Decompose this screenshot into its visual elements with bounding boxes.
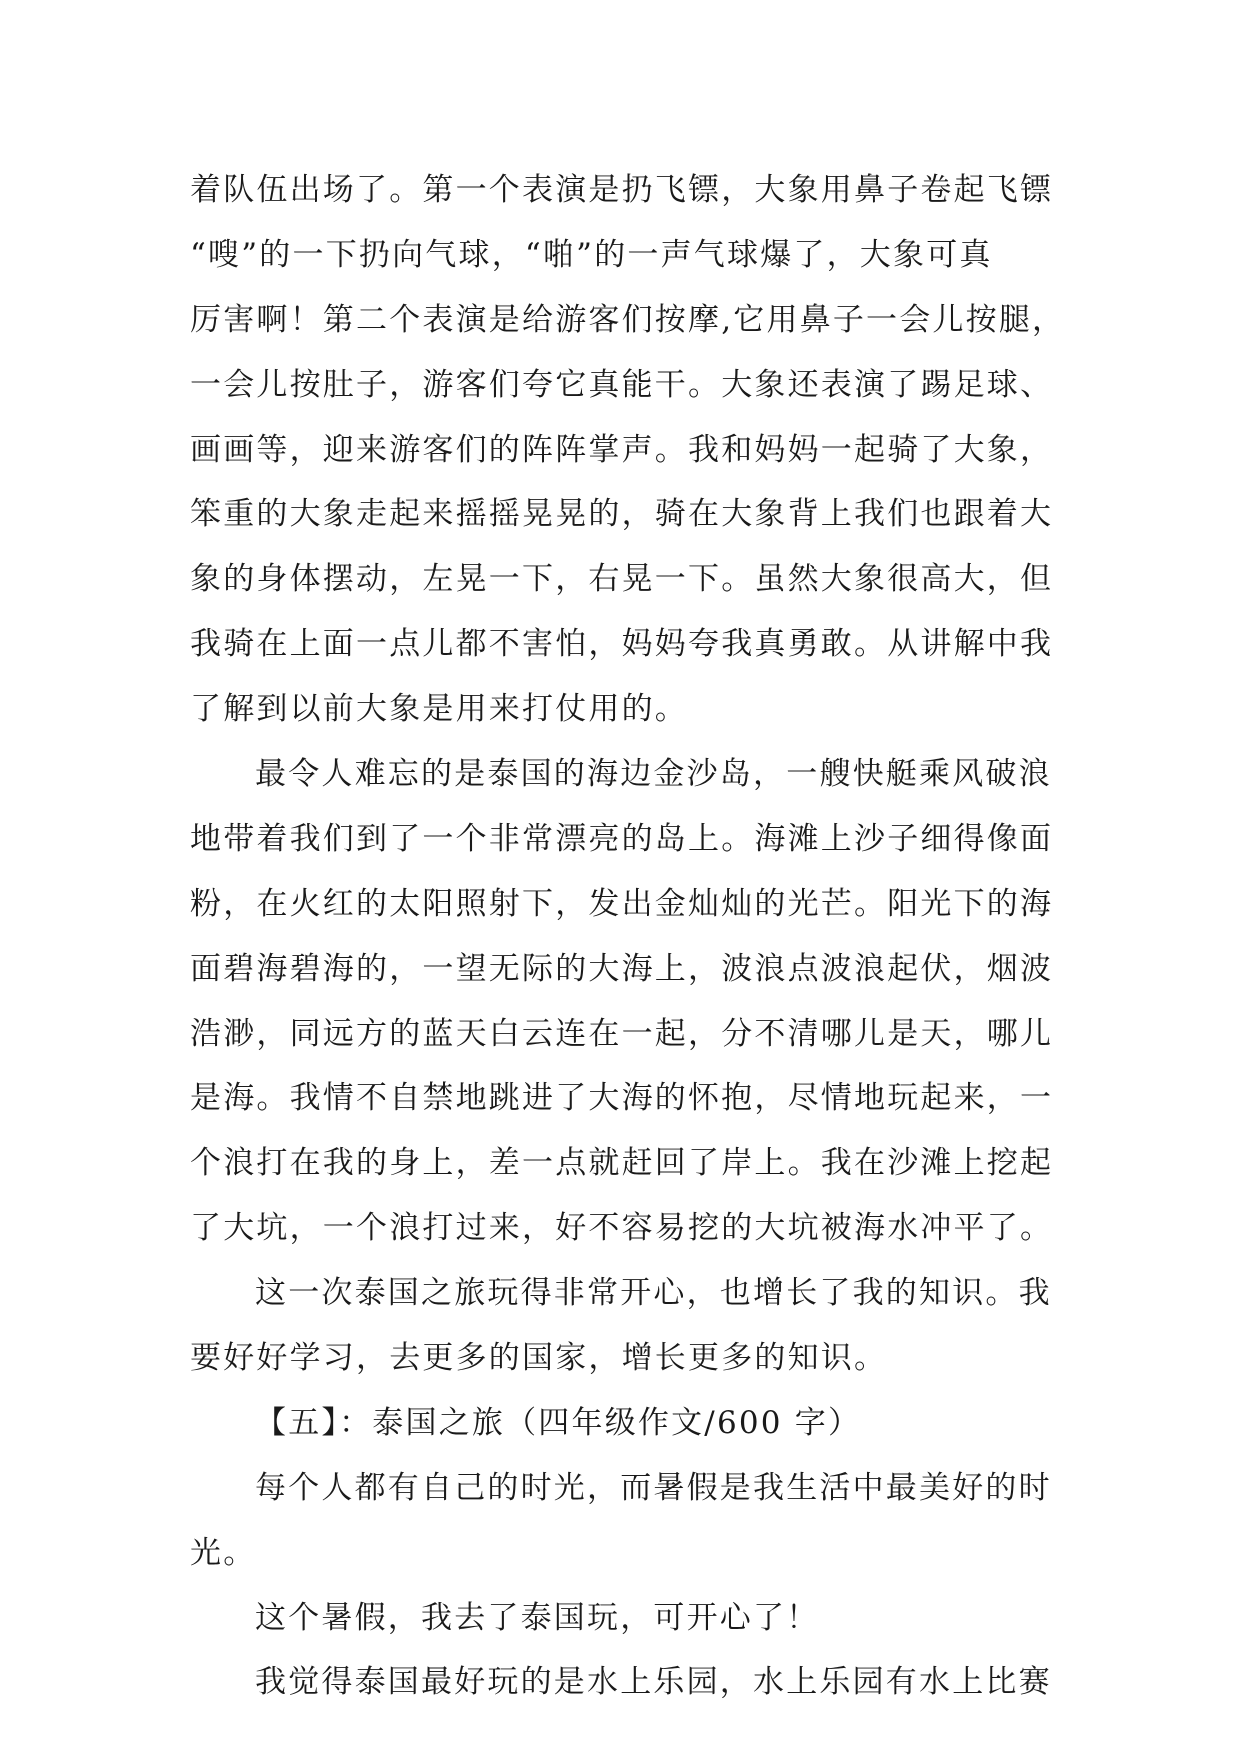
text-line: 是海。我情不自禁地跳进了大海的怀抱，尽情地玩起来，一	[190, 1080, 1054, 1117]
text-line: 着队伍出场了。第一个表演是扔飞镖，大象用鼻子卷起飞镖	[190, 172, 1054, 208]
paragraph-start-line: 最令人难忘的是泰国的海边金沙岛，一艘快艇乘风破浪	[255, 756, 1052, 793]
text-line: 要好好学习，去更多的国家，增长更多的知识。	[190, 1340, 888, 1377]
text-line: 光。	[190, 1534, 257, 1571]
essay-text	[190, 158, 1090, 1715]
text-line: 浩渺，同远方的蓝天白云连在一起，分不清哪儿是天，哪儿	[190, 1015, 1054, 1052]
text-line: 地带着我们到了一个非常漂亮的岛上。海滩上沙子细得像面	[190, 820, 1054, 857]
text-line: 象的身体摆动，左晃一下，右晃一下。虽然大象很高大，但	[190, 561, 1054, 598]
text-line: 厉害啊！第二个表演是给游客们按摩,它用鼻子一会儿按腿，	[190, 301, 1066, 338]
text-line: 个浪打在我的身上，差一点就赶回了岸上。我在沙滩上挖起	[190, 1145, 1054, 1182]
text-line: 一会儿按肚子，游客们夸它真能干。大象还表演了踢足球、	[190, 366, 1054, 403]
text-line: “嗖”的一下扔向气球，“啪”的一声气球爆了，大象可真	[190, 236, 993, 273]
text-line: 我骑在上面一点儿都不害怕，妈妈夸我真勇敢。从讲解中我	[190, 626, 1054, 663]
paragraph-start-line: 这一次泰国之旅玩得非常开心，也增长了我的知识。我	[255, 1275, 1052, 1312]
section-heading: 【五】：泰国之旅（四年级作文/600 字）	[255, 1404, 862, 1441]
text-line: 面碧海碧海的，一望无际的大海上，波浪点波浪起伏，烟波	[190, 950, 1054, 987]
text-line: 笨重的大象走起来摇摇晃晃的，骑在大象背上我们也跟着大	[190, 496, 1054, 533]
text-line: 画画等，迎来游客们的阵阵掌声。我和妈妈一起骑了大象，	[190, 431, 1054, 468]
text-line: 了解到以前大象是用来打仗用的。	[190, 691, 688, 728]
paragraph-start-line: 每个人都有自己的时光，而暑假是我生活中最美好的时	[255, 1469, 1052, 1506]
text-line: 了大坑，一个浪打过来，好不容易挖的大坑被海水冲平了。	[190, 1210, 1054, 1247]
paragraph-start-line: 我觉得泰国最好玩的是水上乐园，水上乐园有水上比赛	[255, 1664, 1052, 1701]
paragraph-start-line: 这个暑假，我去了泰国玩，可开心了！	[255, 1599, 820, 1636]
text-line: 粉，在火红的太阳照射下，发出金灿灿的光芒。阳光下的海	[190, 885, 1054, 922]
